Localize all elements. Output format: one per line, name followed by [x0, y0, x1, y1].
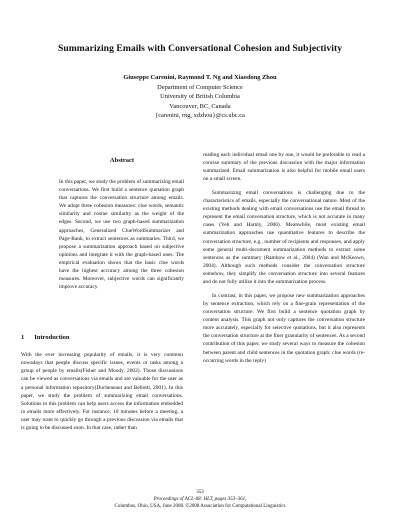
introduction-text: With the ever increasing popularity of emails, it is very common nowadays that people discuss specific issues, events or tasks among a group of people by emails(Fisher and Moody, 2002). Those discussions can be viewed as conversations via emails and are valuable for the user as a personal information repository(Ducheneaut and Bellotti, 2001). In this paper, we study the problem of summarizing email conversations. Solutions to this problem can help users access the information embedded in emails more effectively. For instance, 10 minutes before a meeting, a user may want to quickly go through a previous discussion via emails that is going to be discussed soon. In that case, rather than: [21, 352, 183, 432]
section-number: 1: [21, 334, 25, 341]
page-footer: [0, 489, 400, 511]
section-heading: [21, 334, 80, 341]
author-block: [0, 73, 400, 121]
right-paragraph-1: reading each individual email one by one, it would be preferable to read a concise summary of the previous discussion with the major information summarized. Email summarization is also helpful for mobile email users on a small screen.: [203, 152, 365, 183]
author-university: University of British Columbia: [160, 93, 240, 101]
author-emails: {carenini, rng, xdzhou}@cs.ubc.ca: [155, 112, 245, 120]
proceedings-line: [0, 496, 400, 503]
right-column: [203, 151, 365, 365]
author-names: Giuseppe Carenini, Raymond T. Ng and Xiaodong Zhou: [123, 74, 277, 81]
proceedings-text: Proceedings of ACL-08: HLT, pages 353–361,: [153, 497, 247, 503]
right-paragraph-2: Summarizing email conversations is challenging due to the characteristics of emails, especially the conversational nature. Most of the existing methods dealing with email conversations use the email thread to represent the email conversation structure, which is not accurate in many cases (Yeh and Harnly, 2006). Meanwhile, most existing email summarization approaches use quantitative features to describe the conversation structure, e.g., number of recipients and responses, and apply some general multi-document summarization methods to extract some sentences as the summary (Rambow et al., 2004) (Wan and McKeown, 2004). Although such methods consider the conversation structure somehow, they simplify the conversation structure into several features and do not fully utilize it into the summarization process.: [203, 189, 365, 286]
author-department: Department of Computer Science: [157, 83, 243, 91]
publication-location: Columbus, Ohio, USA, June 2008. ©2008 Association for Computational Linguistics: [114, 504, 286, 510]
section-title: Introduction: [34, 334, 70, 341]
author-city: Vancouver, BC, Canada: [169, 102, 231, 110]
paper-title: Summarizing Emails with Conversational Cohesion and Subjectivity: [57, 43, 343, 54]
right-paragraph-3: In contrast, in this paper, we propose new summarization approaches by sentence extraction, which rely on a fine-grain representation of the conversation structure. We first build a sentence quotation graph by content analysis. This graph not only captures the conversation structure more accurately, especially for selective quotations, but it also represents the conversation structure at the finer granularity of sentences. As a second contribution of this paper, we study several ways to measure the cohesion between parent and child sentences in the quotation graph: clue words (re-occurring words in the reply): [203, 292, 365, 364]
page-number: 353: [196, 490, 204, 495]
abstract-text: In this paper, we study the problem of summarizing email conversations. We first build a sentence quotation graph that captures the conversation structure among emails. We adopt three cohesion measures: clue words, semantic similarity and cosine similarity as the weight of the edges. Second, we use two graph-based summarization approaches, Generalized ClueWordSummarizer and Page-Rank, to extract sentences as summaries. Third, we propose a summarization approach based on subjective opinions and integrate it with the graph-based ones. The empirical evaluation shows that the basic clue words have the highest accuracy among the three cohesion measures. Moreover, subjective words can significantly improve accuracy.: [59, 179, 184, 291]
abstract-heading: Abstract: [109, 157, 135, 164]
